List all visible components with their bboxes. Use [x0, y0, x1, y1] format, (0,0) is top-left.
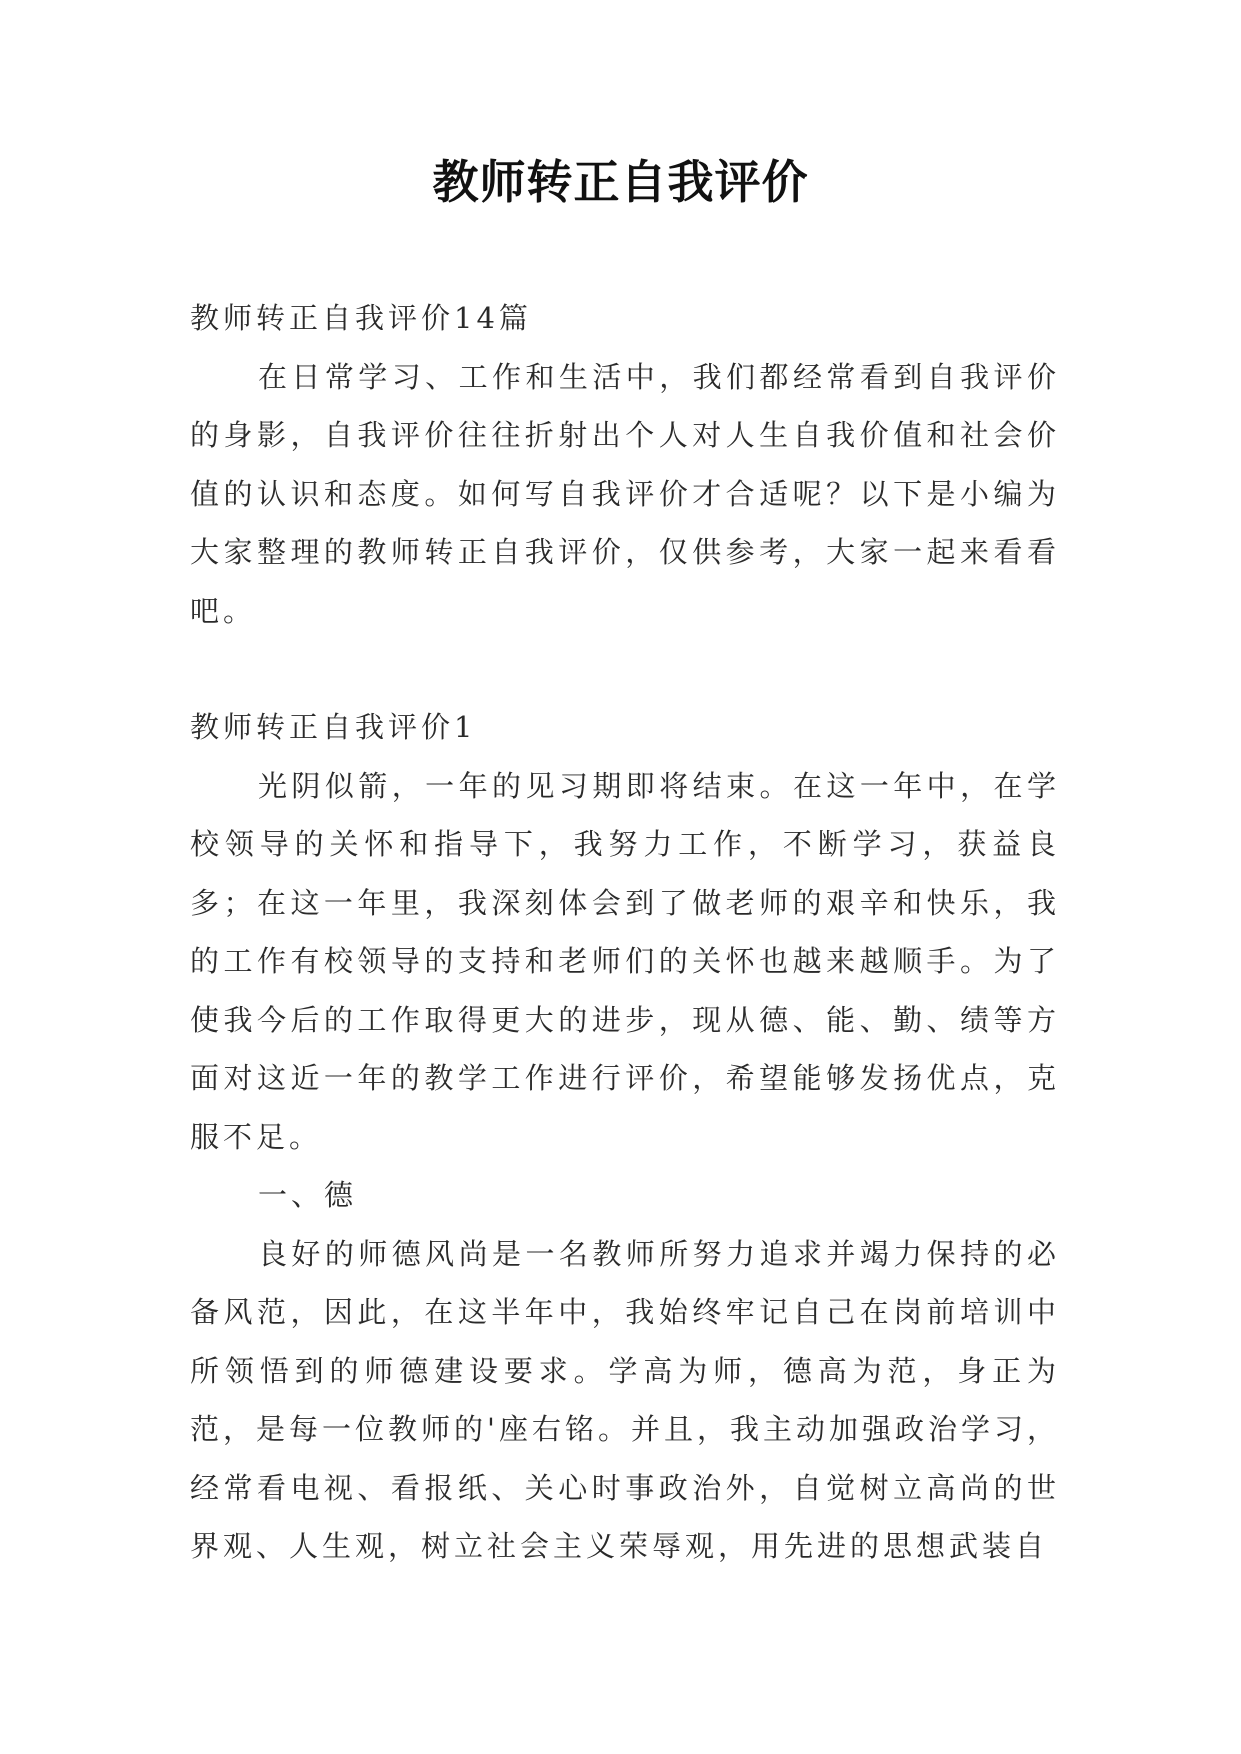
- section-paragraph: 光阴似箭，一年的见习期即将结束。在这一年中，在学校领导的关怀和指导下，我努力工作，不断学习，获益良多；在这一年里，我深刻体会到了做老师的艰辛和快乐，我的工作有校领导的支持和老师们的关怀也越来越顺手。为了使我今后的工作取得更大的进步，现从德、能、勤、绩等方面对这近一年的教学工作进行评价，希望能够发扬优点，克服不足。: [190, 768, 1060, 1154]
- document-body: [190, 289, 1060, 1576]
- intro-paragraph: 在日常学习、工作和生活中，我们都经常看到自我评价的身影，自我评价往往折射出个人对人生自我价值和社会价值的认识和态度。如何写自我评价才合适呢？以下是小编为大家整理的教师转正自我评价，仅供参考，大家一起来看看吧。: [190, 359, 1060, 628]
- document-title: 教师转正自我评价: [432, 155, 809, 209]
- paragraph-gap: [190, 640, 1060, 698]
- document-subtitle: 教师转正自我评价14篇: [190, 301, 532, 335]
- section-paragraph: 良好的师德风尚是一名教师所努力追求并竭力保持的必备风范，因此，在这半年中，我始终牢记自己在岗前培训中所领悟到的师德建设要求。学高为师，德高为范，身正为范，是每一位教师的'座右铭。并且，我主动加强政治学习，经常看电视、看报纸、关心时事政治外，自觉树立高尚的世界观、人生观，树立社会主义荣辱观，用先进的思想武装自: [190, 1236, 1060, 1563]
- section-heading: 教师转正自我评价1: [190, 710, 477, 744]
- section-subheading: 一、德: [258, 1178, 358, 1212]
